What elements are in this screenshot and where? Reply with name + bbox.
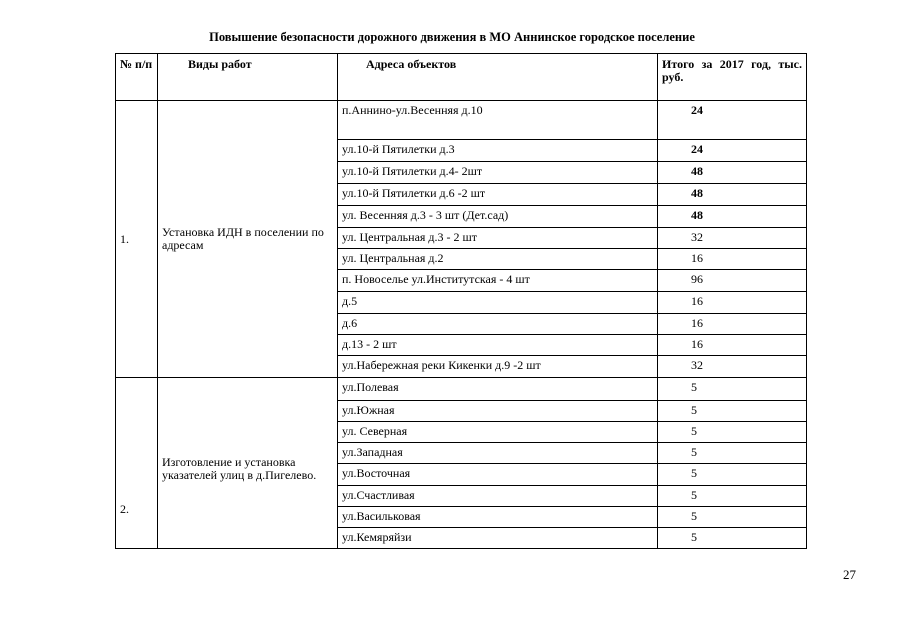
- address-cell: ул. Центральная д.2: [338, 249, 658, 270]
- table-row: [116, 378, 807, 401]
- address-cell: ул.10-й Пятилетки д.6 -2 шт: [338, 184, 658, 206]
- total-cell: 5: [658, 443, 807, 464]
- address-cell: ул.Набережная реки Кикенки д.9 -2 шт: [338, 356, 658, 378]
- total-cell: 16: [658, 314, 807, 335]
- address-cell: д.13 - 2 шт: [338, 335, 658, 356]
- total-cell: 5: [658, 464, 807, 486]
- total-cell: 48: [658, 184, 807, 206]
- address-cell: д.5: [338, 292, 658, 314]
- total-cell: 5: [658, 422, 807, 443]
- total-cell: 5: [658, 486, 807, 507]
- header-work-type: Виды работ: [158, 54, 338, 101]
- row-number: 1.: [116, 101, 158, 378]
- total-cell: 24: [658, 140, 807, 162]
- total-cell: 48: [658, 206, 807, 228]
- work-type: Установка ИДН в поселении по адресам: [158, 101, 338, 378]
- total-cell: 16: [658, 249, 807, 270]
- address-cell: п.Аннино-ул.Весенняя д.10: [338, 101, 658, 140]
- address-cell: п. Новоселье ул.Институтская - 4 шт: [338, 270, 658, 292]
- header-num: № п/п: [116, 54, 158, 101]
- table-header-row: [116, 54, 807, 101]
- address-cell: д.6: [338, 314, 658, 335]
- header-total: Итого за 2017 год, тыс. руб.: [658, 54, 807, 101]
- table-row: [116, 101, 807, 140]
- total-cell: 32: [658, 356, 807, 378]
- page-number: 27: [843, 567, 856, 582]
- address-cell: ул.Счастливая: [338, 486, 658, 507]
- address-cell: ул.Васильковая: [338, 507, 658, 528]
- work-type: Изготовление и установка указателей улиц в д.Пигелево.: [158, 378, 338, 549]
- address-cell: ул. Северная: [338, 422, 658, 443]
- total-cell: 16: [658, 335, 807, 356]
- row-number: 2.: [116, 378, 158, 549]
- address-cell: ул.Южная: [338, 401, 658, 422]
- address-cell: ул.10-й Пятилетки д.3: [338, 140, 658, 162]
- total-cell: 5: [658, 507, 807, 528]
- total-cell: 32: [658, 228, 807, 249]
- total-cell: 48: [658, 162, 807, 184]
- total-cell: 5: [658, 378, 807, 401]
- total-cell: 24: [658, 101, 807, 140]
- works-table: [115, 53, 807, 549]
- table-body: [116, 101, 807, 549]
- total-cell: 96: [658, 270, 807, 292]
- address-cell: ул. Центральная д.3 - 2 шт: [338, 228, 658, 249]
- address-cell: ул.10-й Пятилетки д.4- 2шт: [338, 162, 658, 184]
- document-title: Повышение безопасности дорожного движения в МО Аннинское городское поселение: [209, 30, 695, 44]
- address-cell: ул.Восточная: [338, 464, 658, 486]
- address-cell: ул.Полевая: [338, 378, 658, 401]
- total-cell: 5: [658, 528, 807, 549]
- address-cell: ул. Весенняя д.3 - 3 шт (Дет.сад): [338, 206, 658, 228]
- total-cell: 16: [658, 292, 807, 314]
- header-address: Адреса объектов: [338, 54, 658, 101]
- address-cell: ул.Западная: [338, 443, 658, 464]
- address-cell: ул.Кемяряйзи: [338, 528, 658, 549]
- total-cell: 5: [658, 401, 807, 422]
